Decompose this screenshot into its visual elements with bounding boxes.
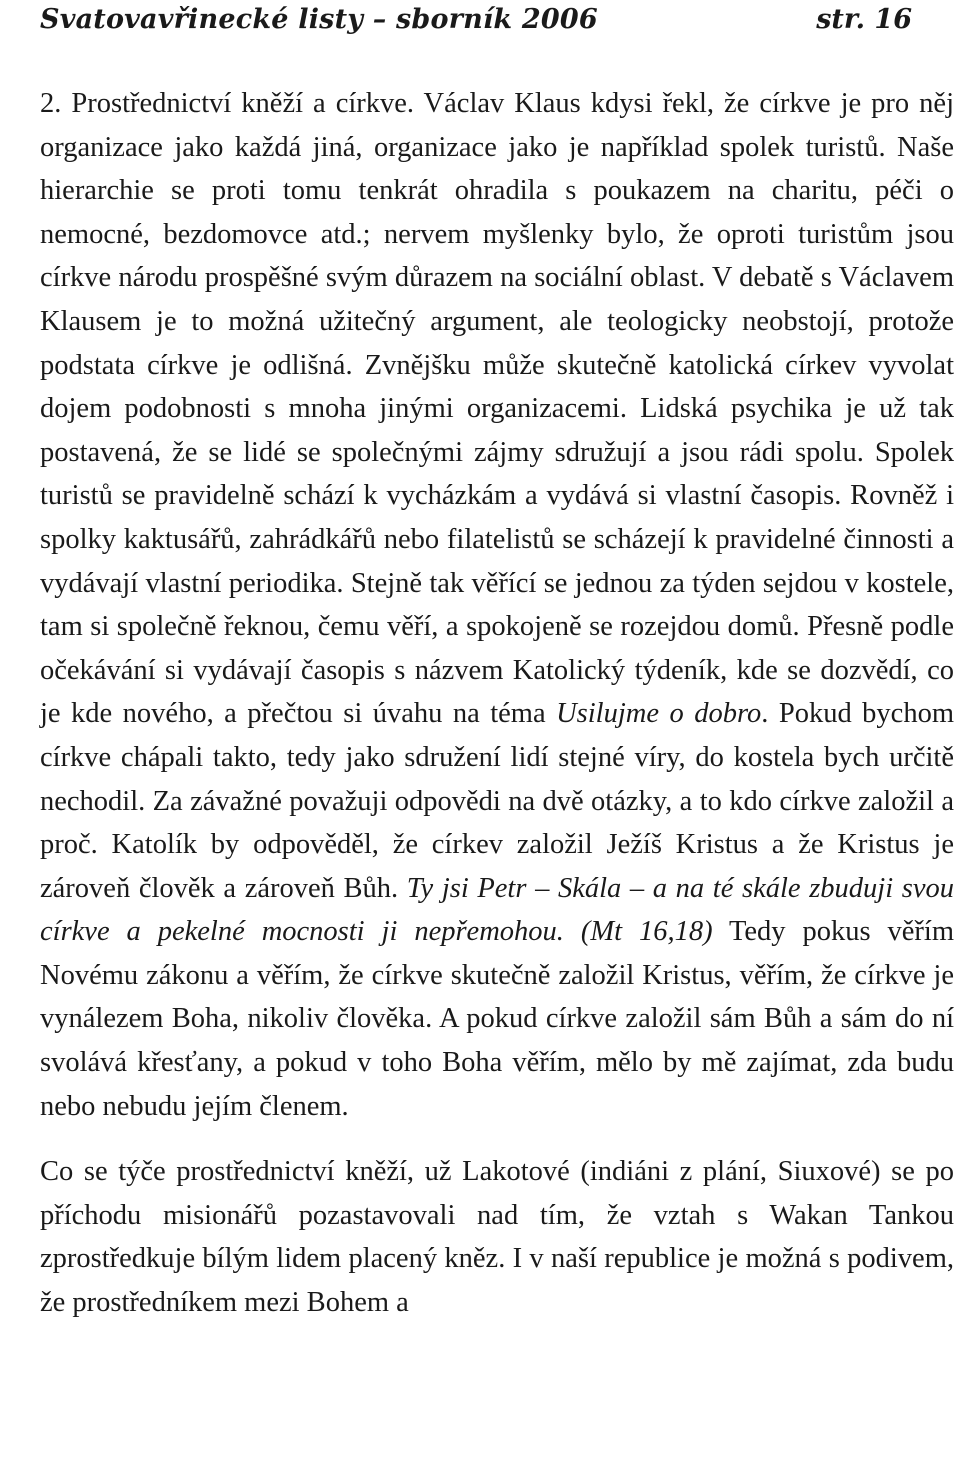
paragraph-text: Co se týče prostřednictví kněží, už Lakotové (indiáni z plání, Siuxové) se po příchodu misionářů pozastavovali nad tím, že vztah s Wakan Tankou zprostředkuje bílým lidem placený kněz. I v naší republice je možná s podivem, že prostředníkem mezi Bohem a [40, 1156, 954, 1319]
paragraph-text: 2. Prostřednictví kněží a církve. Václav Klaus kdysi řekl, že církve je pro něj organizace jako každá jiná, organizace jako je například spolek turistů. Naše hierarchie se proti tomu tenkrát ohradila s poukazem na charitu, péči o nemocné, bezdomovce atd.; nervem myšlenky bylo, že oproti turistům jsou církve národu prospěšné svým důrazem na sociální oblast. V debatě s Václavem Klausem je to možná užitečný argument, ale teologicky neobstojí, protože podstata církve je odlišná. Zvnějšku může skutečně katolická církev vyvolat dojem podobnosti s mnoha jinými organizacemi. Lidská psychika je už tak postavená, že se lidé se společnými zájmy sdružují a jsou rádi spolu. Spolek turistů se pravidelně schází k vycházkám a vydává si vlastní časopis. Rovněž i spolky kaktusářů, zahrádkářů nebo filatelistů se scházejí k pravidelné činnosti a vydávají vlastní periodika. Stejně tak věřící se jednou za týden sejdou v kostele, tam si společně řeknou, čemu věří, a spokojeně se rozejdou domů. Přesně podle očekávání si vydávají časopis s názvem Katolický týdeník, kde se dozvědí, co je kde nového, a přečtou si úvahu na téma [40, 88, 954, 730]
italic-title: Usilujme o dobro [556, 698, 762, 730]
publication-title: Svatovavřinecké listy – sborník 2006 [40, 4, 598, 35]
bible-quote: Ty jsi Petr – Skála – a na té skále zbuduji svou církve a pekelné mocnosti ji nepřemohou. (Mt 16,18) [40, 872, 954, 948]
paragraph [40, 82, 954, 1128]
paragraph [40, 1150, 954, 1324]
paragraph-text: Tedy pokus věřím Novému zákonu a věřím, že církve skutečně založil Kristus, věřím, že církve je vynálezem Boha, nikoliv člověka. A pokud církve založil sám Bůh a sám do ní svolává křesťany, a pokud v toho Boha věřím, mělo by mě zajímat, zda budu nebo nebudu jejím členem. [40, 916, 955, 1122]
page-number: str. 16 [816, 4, 912, 35]
paragraph-text: . Pokud bychom církve chápali takto, tedy jako sdružení lidí stejné víry, do kostela bych určitě nechodil. Za závažné považuji odpovědi na dvě otázky, a to kdo církve založil a proč. Katolík by odpověděl, že církev založil Ježíš Kristus a že Kristus je zároveň člověk a zároveň Bůh. [40, 698, 954, 904]
article-body [40, 82, 954, 1325]
page-header [40, 4, 912, 48]
